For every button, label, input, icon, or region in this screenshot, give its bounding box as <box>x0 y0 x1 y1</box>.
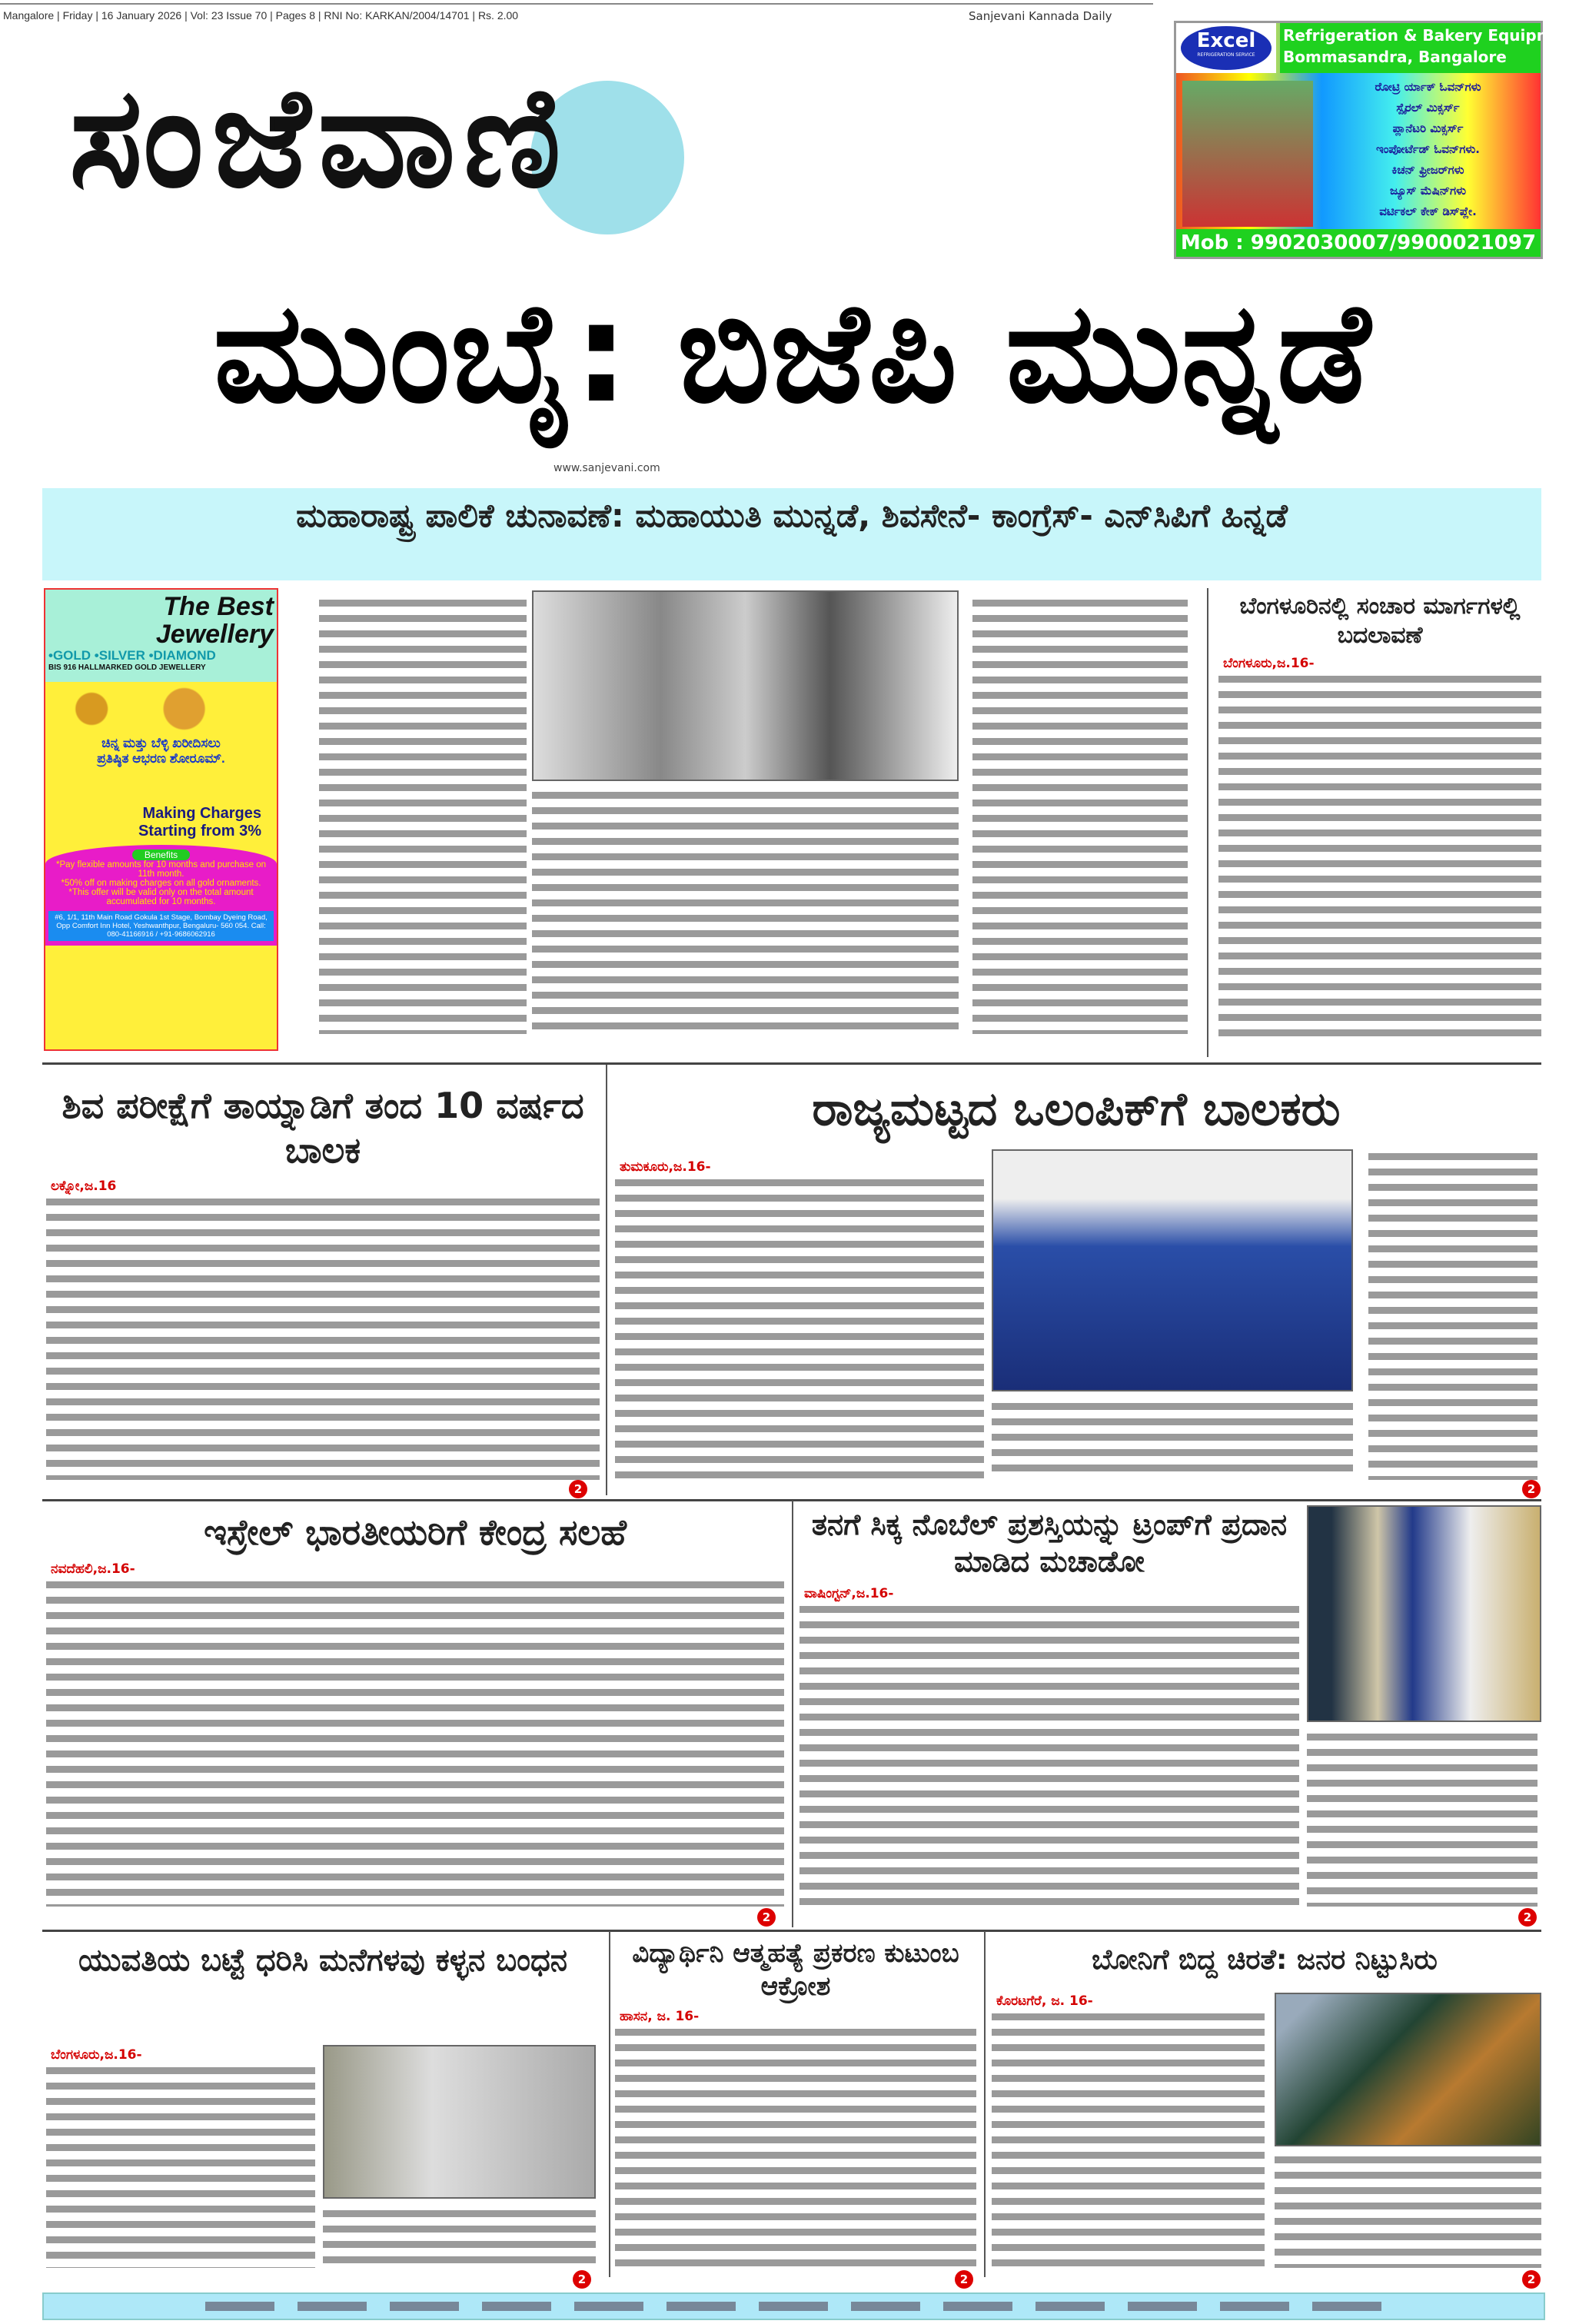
story-photo <box>992 1149 1353 1391</box>
excel-logo-text: Excel <box>1196 29 1256 52</box>
jewel-photos <box>45 682 277 736</box>
story-photo <box>1275 1993 1541 2146</box>
lead-body-col <box>319 600 527 1034</box>
story <box>799 1507 1299 1907</box>
story <box>46 1511 784 1907</box>
jewel-offer: *50% off on making charges on all gold ornaments. <box>61 879 261 888</box>
ad-product-photo <box>1182 81 1313 227</box>
jewel-making1: Making Charges <box>142 805 261 822</box>
dateline: ಬೆಂಗಳೂರು,ಜ.16- <box>51 2047 142 2063</box>
masthead-title: ಸಂಜೆವಾಣಿ <box>69 58 570 218</box>
story-headline: ಯುವತಿಯ ಬಟ್ಟೆ ಧರಿಸಿ ಮನೆಗಳವು ಕಳ್ಳನ ಬಂಧನ <box>78 1943 568 1978</box>
jewel-title2: Jewellery <box>155 620 274 649</box>
story-body <box>992 1403 1353 1480</box>
ad-item: ವರ್ಟಿಕಲ್ ಕೇಕ್ ಡಿಸ್‌ಪ್ಲೇ. <box>1379 204 1477 218</box>
ad-jewellery[interactable] <box>44 588 278 1051</box>
jewel-kannada1: ಚಿನ್ನ ಮತ್ತು ಬೆಳ್ಳಿ ಖರೀದಿಸಲು <box>101 736 221 750</box>
story <box>1218 592 1541 1042</box>
jewel-offer: *This offer will be valid only on the total amount accumulated for 10 months. <box>68 888 254 906</box>
dateline: ನವದೆಹಲಿ,ಜ.16- <box>51 1561 135 1577</box>
story-photo <box>1307 1505 1541 1722</box>
ad-item: ಪ್ಲಾನೆಟರಿ ಮಿಕ್ಸರ್ಸ್ <box>1392 121 1464 135</box>
story <box>46 1084 600 1480</box>
website: www.sanjevani.com <box>553 462 660 474</box>
excel-logo <box>1181 26 1272 70</box>
story-headline: ವಿದ್ಯಾರ್ಥಿನಿ ಆತ್ಮಹತ್ಯೆ ಪ್ರಕರಣ ಕುಟುಂಬ ಆಕ್ರೋಶ <box>632 1938 959 2002</box>
story-body <box>1218 676 1541 1042</box>
dateline: ಕೊರಟಗೆರೆ, ಜ. 16- <box>996 1993 1093 2009</box>
ad-item: ರೋಟ್ರಿ ರ್ಯಾಕ್ ಓವನ್‌ಗಳು <box>1375 80 1481 94</box>
lead-photo <box>532 590 959 781</box>
page-marker: 2 <box>573 2270 591 2289</box>
story-headline: ತನಗೆ ಸಿಕ್ಕ ನೊಬೆಲ್ ಪ್ರಶಸ್ತಿಯನ್ನು ಟ್ರಂಪ್‌ಗೆ ಪ್ರದಾನ ಮಾಡಿದ ಮಚಾಡೋ <box>811 1508 1288 1578</box>
header-rule <box>0 3 1153 5</box>
ad-mobile: Mob : 9902030007/9900021097 <box>1176 229 1541 257</box>
lead-body-col <box>972 600 1188 1034</box>
story-body <box>615 2029 976 2268</box>
story-body <box>615 1179 984 1480</box>
lead-body-col <box>532 792 959 1034</box>
ad-item: ಕಿಚನ್ ಫ್ರೀಜರ್‌ಗಳು <box>1391 163 1464 177</box>
jewel-benefits: Benefits <box>132 849 190 860</box>
story-photo <box>323 2045 596 2199</box>
page-marker: 2 <box>1518 1908 1537 1927</box>
story-headline: ಶಿವ ಪರೀಕ್ಷೆಗೆ ತಾಯ್ನಾಡಿಗೆ ತಂದ 10 ವರ್ಷದ ಬಾಲಕ <box>61 1085 584 1171</box>
issue-line: Mangalore | Friday | 16 January 2026 | Vol: 23 Issue 70 | Pages 8 | RNI No: KARKAN/2004/14701 | Rs. 2.00 <box>3 9 519 22</box>
jewel-title1: The Best <box>163 592 274 621</box>
ad-item: ಇಂಪೋರ್ಟೆಡ್ ಓವನ್‌ಗಳು. <box>1376 142 1480 156</box>
ad-item: ಸ್ಪೈರಲ್ ಮಿಕ್ಸರ್ಸ್ <box>1396 101 1460 115</box>
dateline: ಹಾಸನ, ಜ. 16- <box>620 2009 700 2024</box>
page-marker: 2 <box>569 1480 587 1498</box>
story-body <box>46 2067 315 2268</box>
page-marker: 2 <box>1522 1480 1541 1498</box>
story <box>992 1987 1265 2268</box>
story <box>46 2041 315 2268</box>
story-body <box>323 2210 596 2268</box>
dateline: ಲಕ್ನೋ,ಜ.16 <box>51 1179 117 1194</box>
story-body <box>46 1199 600 1480</box>
dateline: ತುಮಕೂರು,ಜ.16- <box>620 1159 711 1175</box>
jewel-address: #6, 1/1, 11th Main Road Gokula 1st Stage, Bombay Dyeing Road, Opp Comfort Inn Hotel, Yeshwanthpur, Bengaluru- 560 054. Call: 080-41166916 / +91-9686062916 <box>48 911 274 941</box>
ad-item: ಜ್ಯೂಸ್ ಮೆಷಿನ್‌ಗಳು <box>1389 184 1467 198</box>
jewel-kannada2: ಪ್ರತಿಷ್ಠಿತ ಆಭರಣ ಶೋರೂಮ್. <box>97 751 225 766</box>
story-body <box>46 1581 784 1907</box>
page-marker: 2 <box>757 1908 776 1927</box>
ad-line2: Bommasandra, Bangalore <box>1283 48 1507 66</box>
story-headline: ರಾಜ್ಯಮಟ್ಟದ ಒಲಂಪಿಕ್‌ಗೆ ಬಾಲಕರು <box>812 1082 1341 1136</box>
jewel-making2: Starting from 3% <box>138 823 261 839</box>
lead-subheadline: ಮಹಾರಾಷ್ಟ್ರ ಪಾಲಿಕೆ ಚುನಾವಣೆ: ಮಹಾಯುತಿ ಮುನ್ನಡೆ, ಶಿವಸೇನೆ- ಕಾಂಗ್ರೆಸ್- ಎನ್‌ಸಿಪಿಗೆ ಹಿನ್ನಡೆ <box>296 497 1288 534</box>
jewel-hallmark: BIS 916 HALLMARKED GOLD JEWELLERY <box>48 663 206 672</box>
excel-logo-sub: REFRIGERATION SERVICE <box>1197 52 1255 58</box>
page-marker: 2 <box>1522 2270 1541 2289</box>
story-body <box>1368 1153 1537 1480</box>
story-body <box>799 1606 1299 1907</box>
jewel-offer: *Pay flexible amounts for 10 months and purchase on 11th month. <box>56 860 266 879</box>
ad-excel[interactable] <box>1174 21 1581 259</box>
story-body <box>1307 1734 1537 1907</box>
lead-headline: ಮುಂಬೈ: ಬಿಜೆಪಿ ಮುನ್ನಡೆ <box>213 273 1371 434</box>
story-body <box>1275 2156 1541 2268</box>
jewel-metals: •GOLD •SILVER •DIAMOND <box>48 648 216 663</box>
story-body <box>992 2013 1265 2268</box>
story-headline: ಬೋನಿಗೆ ಬಿದ್ದ ಚಿರತೆ: ಜನರ ನಿಟ್ಟುಸಿರು <box>1092 1944 1438 1976</box>
dateline: ವಾಷಿಂಗ್ಟನ್,ಜ.16- <box>804 1586 894 1601</box>
ad-line1: Refrigeration & Bakery Equipment <box>1283 26 1581 45</box>
story-headline: ಬೆಂಗಳೂರಿನಲ್ಲಿ ಸಂಚಾರ ಮಾರ್ಗಗಳಲ್ಲಿ ಬದಲಾವಣೆ <box>1239 593 1521 649</box>
story <box>615 1153 984 1480</box>
footer-band <box>42 2292 1545 2320</box>
story <box>615 1937 976 2268</box>
dateline: ಬೆಂಗಳೂರು,ಜ.16- <box>1223 656 1315 671</box>
page-marker: 2 <box>955 2270 973 2289</box>
story-headline: ಇಸ್ರೇಲ್ ಭಾರತೀಯರಿಗೆ ಕೇಂದ್ರ ಸಲಹೆ <box>204 1511 627 1553</box>
paper-name: Sanjevani Kannada Daily <box>969 9 1112 23</box>
ad-items <box>1318 77 1537 226</box>
